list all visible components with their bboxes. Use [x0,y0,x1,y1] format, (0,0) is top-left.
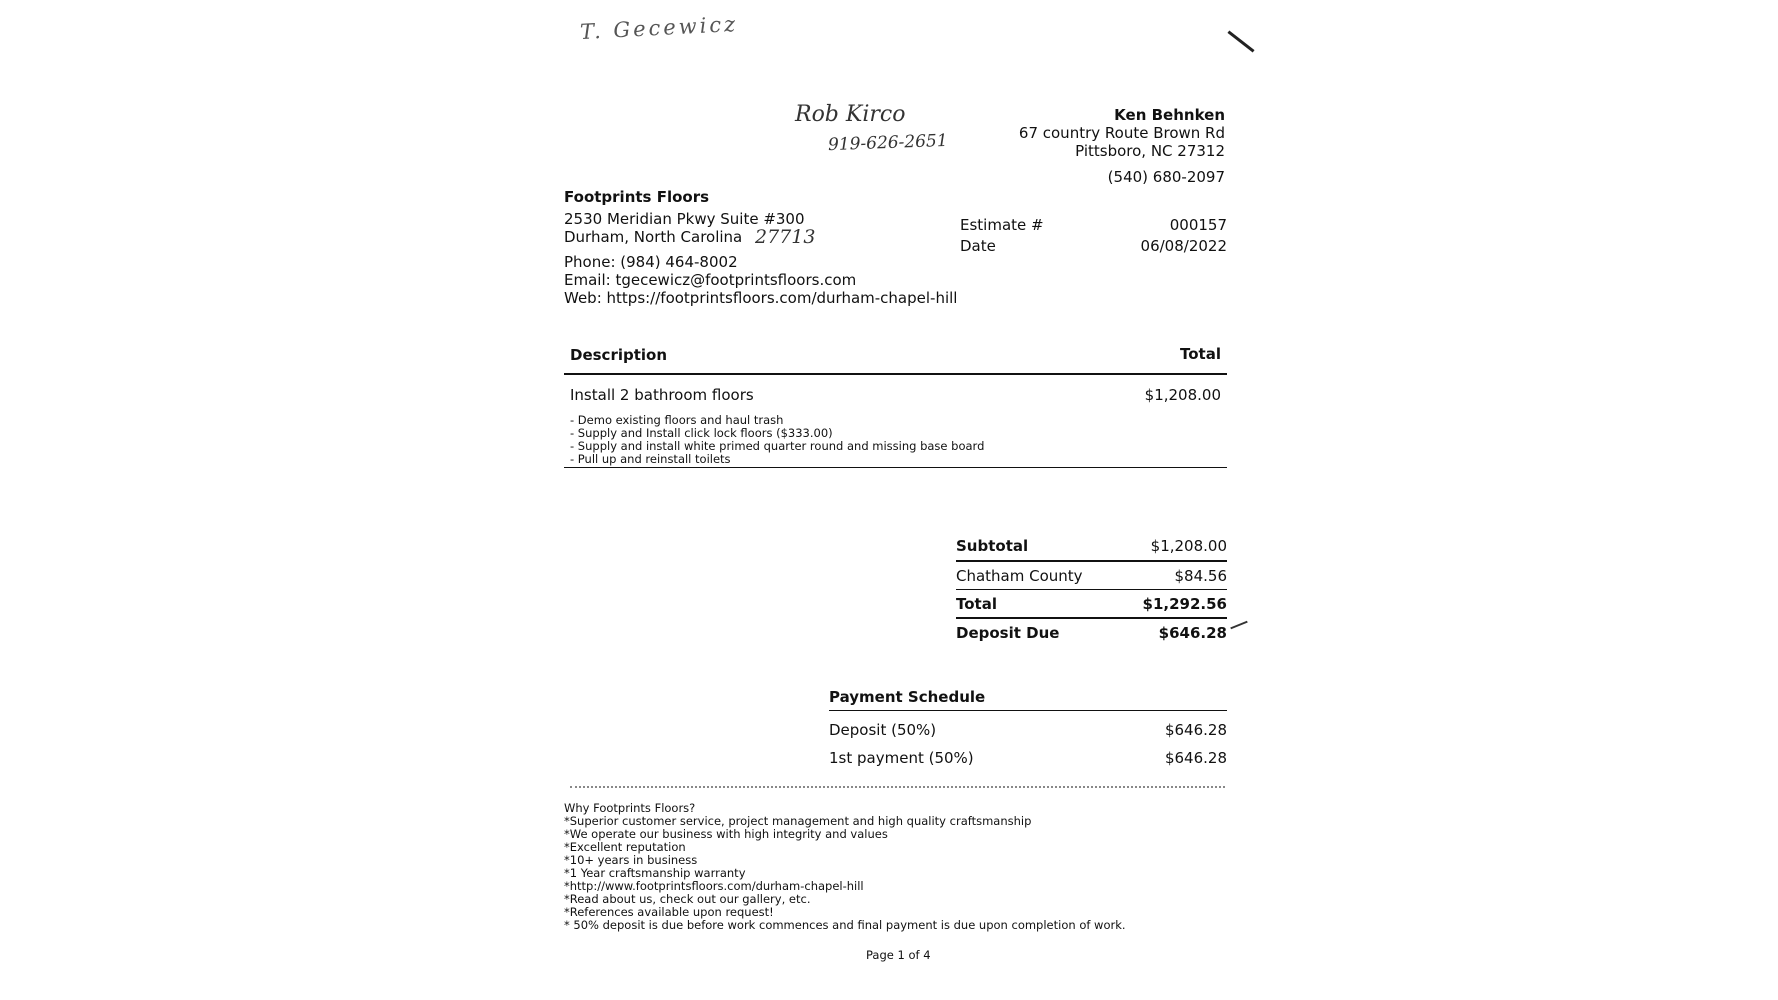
footer-line: * 50% deposit is due before work commences and final payment is due upon completion of work. [564,918,1126,932]
item-total: $1,208.00 [1144,386,1221,404]
estimate-number: 000157 [1169,216,1227,234]
footer-line: *Excellent reputation [564,840,686,854]
estimate-number-label: Estimate # [960,216,1044,234]
payment-schedule [829,684,1227,767]
footer-line: *Superior customer service, project management and high quality craftsmanship [564,814,1032,828]
client-phone: (540) 680-2097 [1107,168,1225,186]
scan-noise-line [570,786,1225,788]
company-web: Web: https://footprintsfloors.com/durham-chapel-hill [564,289,958,307]
deposit-label: Deposit Due [956,624,1060,642]
handwritten-phone-note: 919-626-2651 [827,130,948,156]
footer-line: Why Footprints Floors? [564,801,696,815]
item-details [570,414,984,466]
client-name: Ken Behnken [1114,106,1225,124]
handwritten-zip: 27713 [755,226,816,248]
pen-mark [1227,30,1254,52]
col-header-total: Total [1180,345,1221,363]
subtotal-label: Subtotal [956,537,1029,555]
total-label: Total [956,594,997,613]
totals-block [956,532,1227,647]
total-row [956,590,1227,619]
client-info [960,106,1225,186]
item-detail-line: - Supply and install white primed quarter round and missing base board [570,439,985,453]
item-detail-line: - Pull up and reinstall toilets [570,452,731,466]
schedule-row [829,739,1227,767]
table-bottom-divider [564,467,1227,468]
company-address-line2: Durham, North Carolina [564,228,743,246]
table-header-divider [564,373,1227,375]
schedule-row [829,711,1227,739]
item-detail-line: - Demo existing floors and haul trash [570,413,784,427]
payment-schedule-title: Payment Schedule [829,684,1227,711]
footer-line: *10+ years in business [564,853,698,867]
tax-value: $84.56 [1174,566,1227,585]
footer-notes [564,802,1126,932]
estimate-date-row [960,236,1227,257]
total-value: $1,292.56 [1142,594,1227,613]
footer-line: *Read about us, check out our gallery, etc. [564,892,811,906]
deposit-row [956,619,1227,647]
subtotal-row [956,532,1227,562]
company-phone: Phone: (984) 464-8002 [564,253,738,271]
handwritten-top-scribble: T. Gecewicz [579,11,739,45]
estimate-date-label: Date [960,237,996,255]
client-city: Pittsboro, NC 27312 [1075,142,1225,160]
item-detail-line: - Supply and Install click lock floors ($333.00) [570,426,833,440]
subtotal-value: $1,208.00 [1150,537,1227,555]
footer-line: *http://www.footprintsfloors.com/durham-chapel-hill [564,879,864,893]
item-title: Install 2 bathroom floors [570,386,754,404]
client-street: 67 country Route Brown Rd [1018,124,1225,142]
check-mark [1230,621,1247,630]
footer-line: *1 Year craftsmanship warranty [564,866,746,880]
estimate-number-row [960,215,1227,236]
tax-row [956,562,1227,590]
company-name: Footprints Floors [564,188,710,206]
company-email: Email: tgecewicz@footprintsfloors.com [564,271,857,289]
page-number: Page 1 of 4 [866,948,931,962]
schedule-row-label: Deposit (50%) [829,721,937,739]
schedule-row-amount: $646.28 [1164,749,1227,767]
footer-line: *We operate our business with high integrity and values [564,827,888,841]
deposit-value: $646.28 [1158,624,1227,642]
schedule-row-label: 1st payment (50%) [829,749,974,767]
schedule-row-amount: $646.28 [1164,721,1227,739]
estimate-meta [960,215,1227,257]
handwritten-client-name: Rob Kirco [795,102,906,127]
footer-line: *References available upon request! [564,905,774,919]
tax-label: Chatham County [956,566,1083,585]
estimate-date: 06/08/2022 [1140,237,1227,255]
col-header-description: Description [570,346,668,364]
company-address-line1: 2530 Meridian Pkwy Suite #300 [564,210,805,228]
